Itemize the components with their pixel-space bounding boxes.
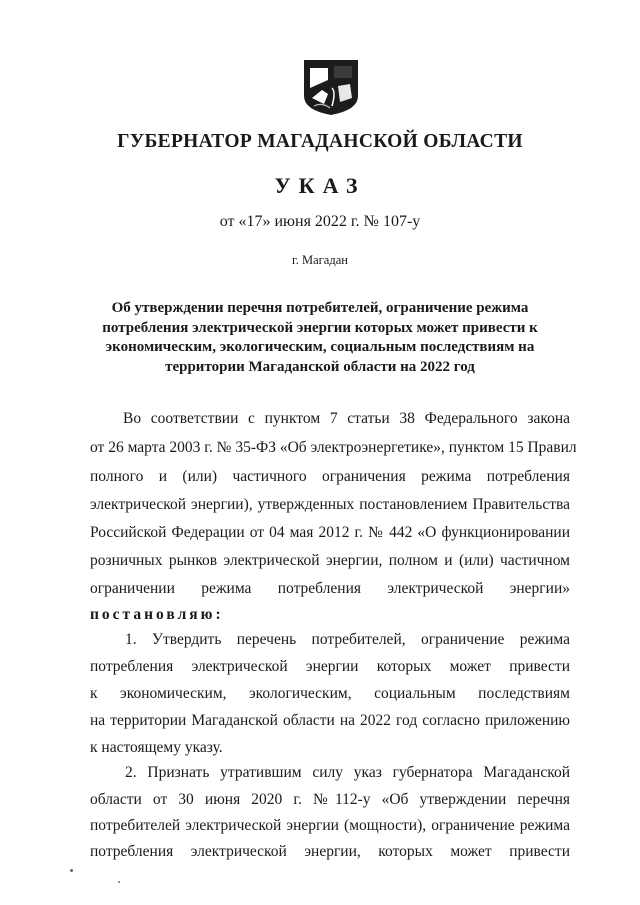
scan-speck	[70, 869, 73, 872]
item-1-line: на территории Магаданской области на 2022 год согласно приложению	[90, 712, 570, 729]
body-line: ограничении режима потребления электрической энергии»	[90, 580, 570, 597]
scan-speck	[118, 881, 120, 883]
document-subject: Об утверждении перечня потребителей, ограничение режима потребления электрической энергии которых может привести к экономическим, экологическим, социальным последствиям на территории Магаданской области на 2022 год	[102, 300, 538, 375]
body-line: Во соответствии с пунктом 7 статьи 38 Федерального закона	[123, 410, 570, 427]
document-date-number: от «17» июня 2022 г. № 107-у	[219, 213, 421, 230]
body-line: Российской Федерации от 04 мая 2012 г. № 442 «О функционировании	[90, 524, 570, 541]
item-1-line: к экономическим, экологическим, социальным последствиям	[90, 685, 570, 702]
document-type: УКАЗ	[274, 173, 366, 198]
item-2-line: потребителей электрической энергии (мощности), ограничение режима	[90, 817, 570, 834]
item-2-line: потребления электрической энергии, которых может привести	[90, 843, 570, 860]
document-city: г. Магадан	[292, 253, 348, 267]
body-line: розничных рынков электрической энергии, полном и (или) частичном	[90, 552, 570, 569]
body-line: полного и (или) частичного ограничения режима потребления	[90, 468, 570, 485]
body-line: электрической энергии), утвержденных постановлением Правительства	[90, 496, 570, 513]
item-2-line: области от 30 июня 2020 г. №112-у «Об утверждении перечня	[90, 791, 570, 808]
item-1-line: 1. Утвердить перечень потребителей, ограничение режима	[125, 631, 570, 648]
body-line: от 26 марта 2003 г. № 35-ФЗ «Об электроэнергетике», пунктом 15 Правил	[90, 439, 577, 456]
coat-of-arms-icon	[302, 58, 360, 116]
authority-title: ГУБЕРНАТОР МАГАДАНСКОЙ ОБЛАСТИ	[117, 131, 523, 152]
item-1-line: к настоящему указу.	[90, 739, 223, 756]
item-2-line: 2. Признать утратившим силу указ губернатора Магаданской	[125, 764, 570, 781]
item-1-line: потребления электрической энергии которых может привести	[90, 658, 570, 675]
decree-keyword: постановляю:	[90, 606, 224, 623]
